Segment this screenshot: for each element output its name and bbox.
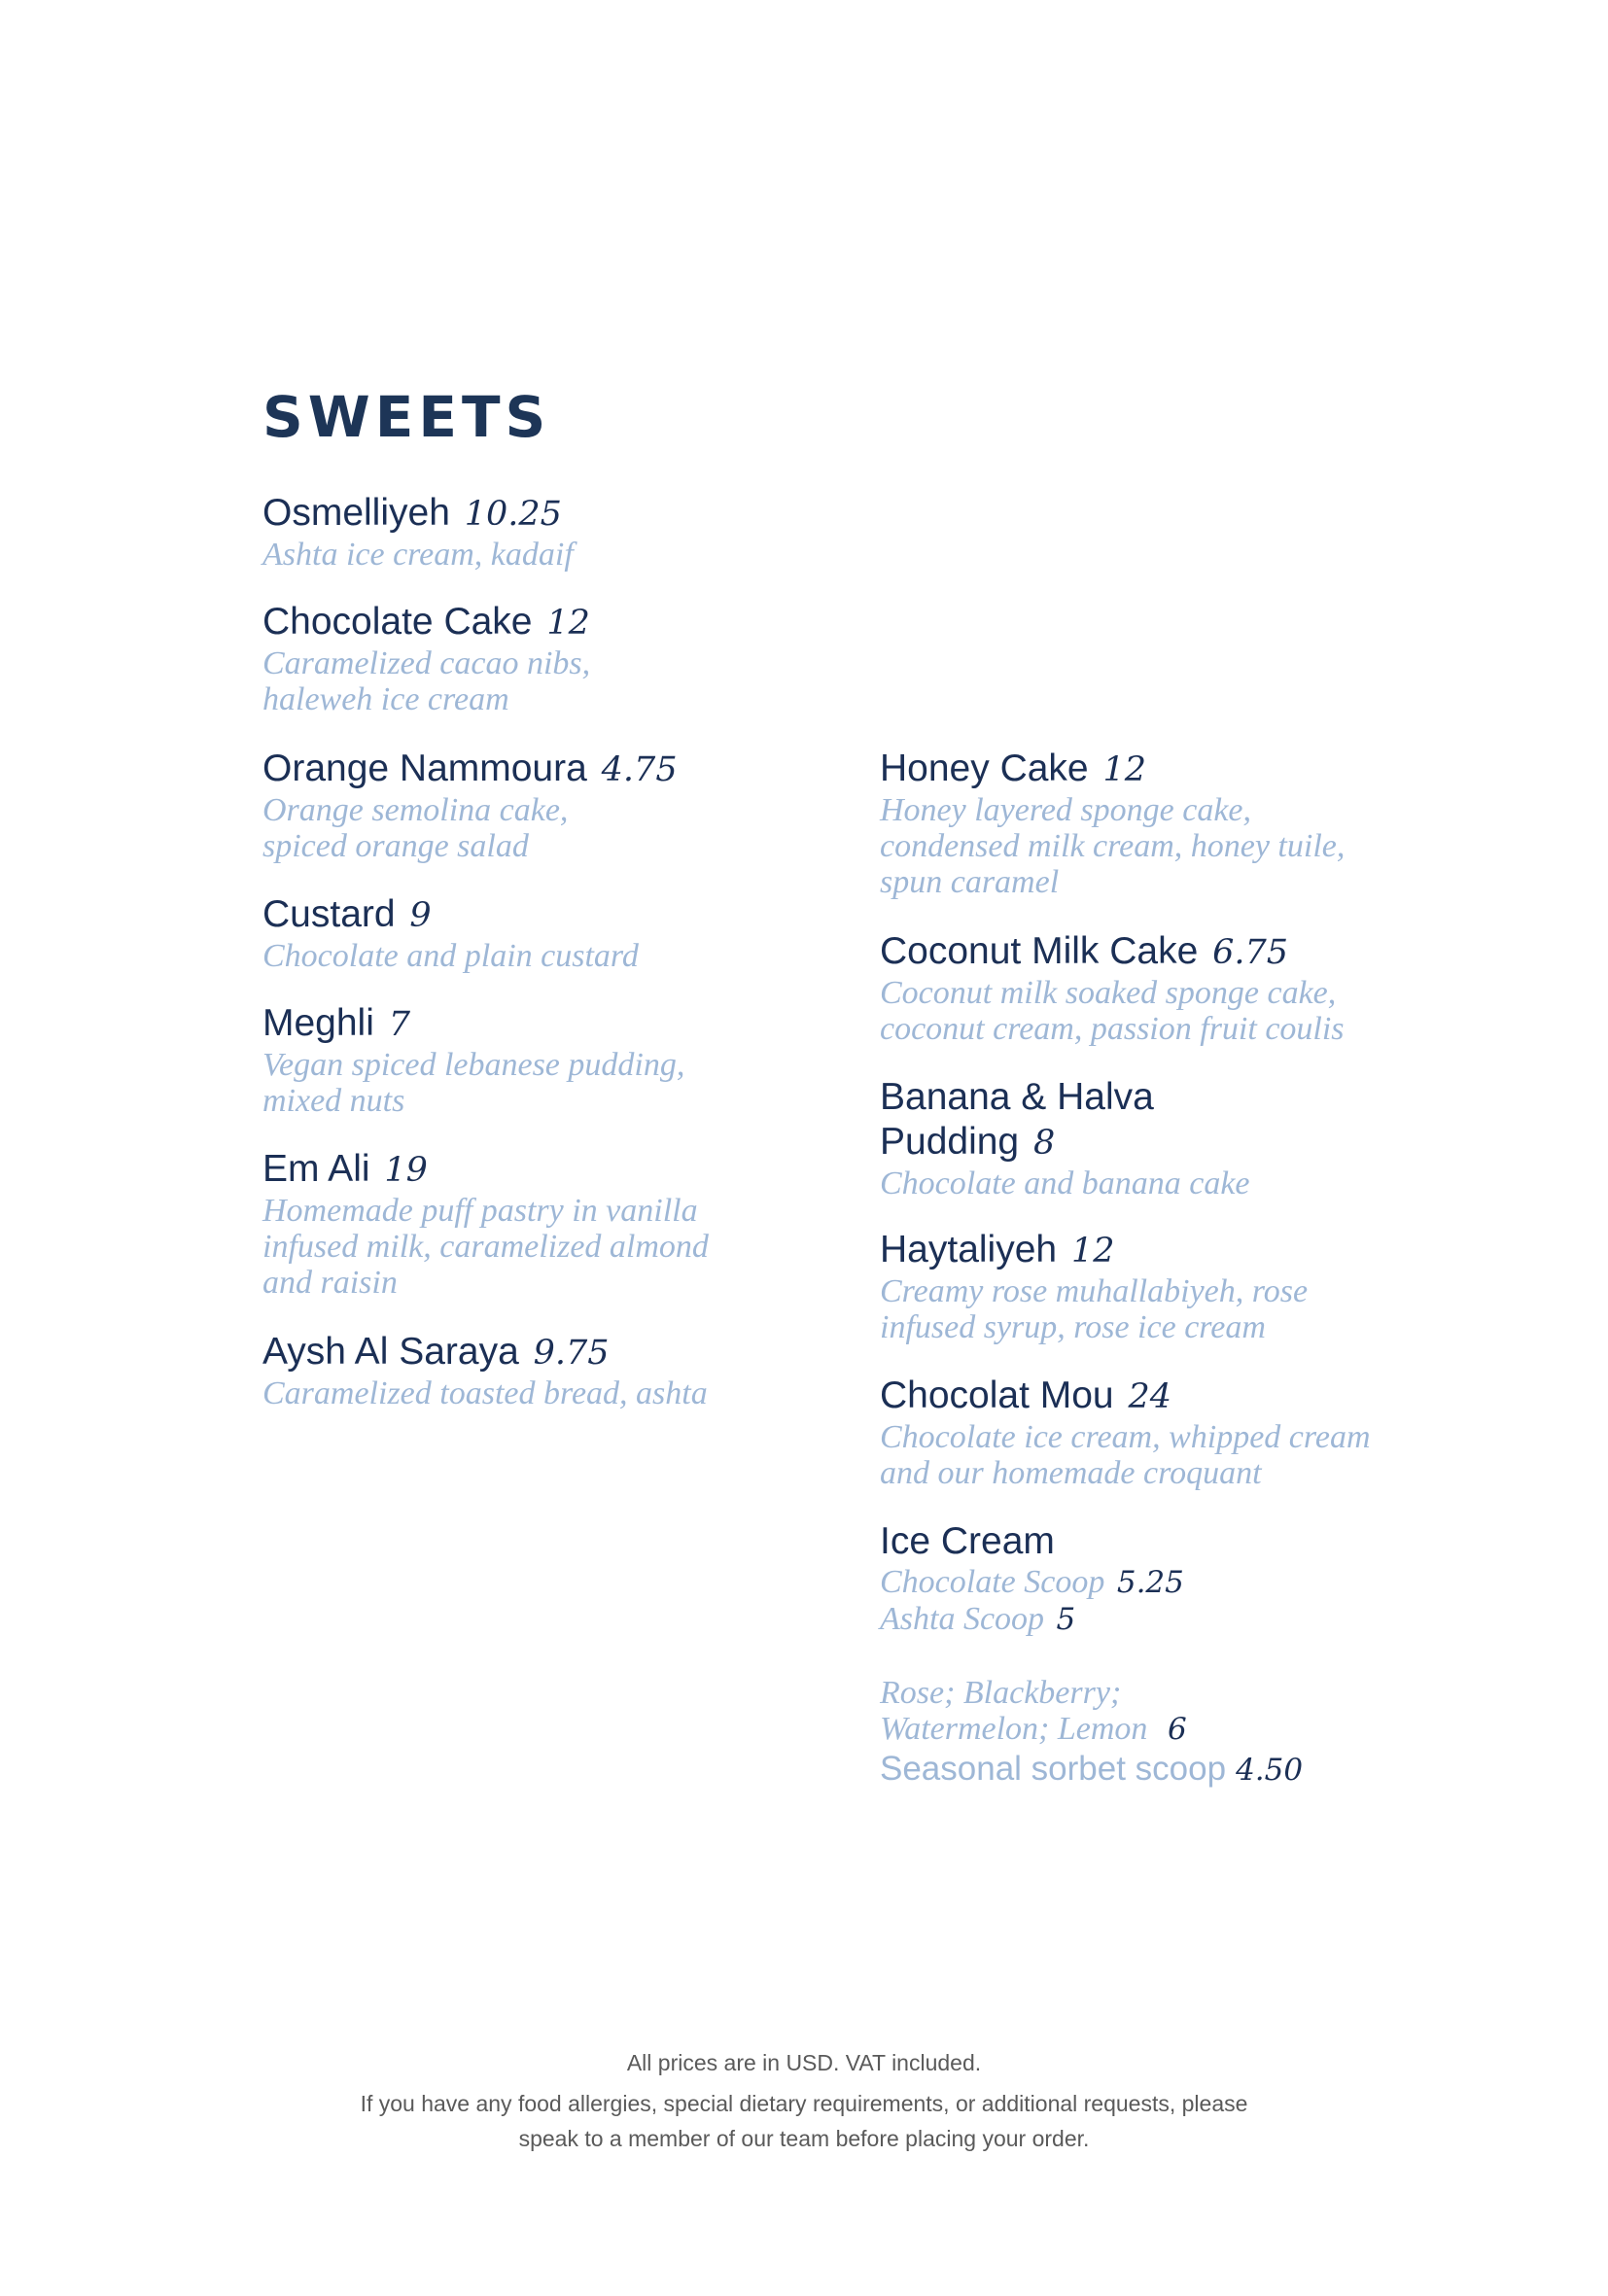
- item-price: 8: [1032, 1124, 1056, 1163]
- sorbet-flavors: [880, 1675, 1424, 1748]
- allergy-line: speak to a member of our team before placing your order.: [518, 2126, 1090, 2151]
- item-description: [262, 1193, 846, 1301]
- scoop-label: Ashta Scoop: [880, 1601, 1045, 1637]
- description-line: and raisin: [262, 1265, 398, 1301]
- item-description: [880, 1165, 1424, 1201]
- item-description: [880, 1564, 1424, 1638]
- description-line: spun caramel: [880, 864, 1060, 900]
- ice-cream-item: [880, 1519, 1424, 1792]
- item-price: 9.75: [533, 1334, 610, 1373]
- item-name: [262, 1147, 846, 1193]
- item-title: Honey Cake: [880, 748, 1089, 789]
- menu-item: [262, 491, 846, 573]
- menu-item: [262, 747, 846, 864]
- item-name: [262, 491, 846, 537]
- description-line: Coconut milk soaked sponge cake,: [880, 975, 1337, 1011]
- flavors-label: Watermelon; Lemon: [880, 1711, 1148, 1747]
- item-title: Banana & Halva: [880, 1076, 1154, 1118]
- menu-item: [880, 747, 1424, 900]
- scoop-line: [880, 1601, 1424, 1638]
- description-line: Chocolate ice cream, whipped cream: [880, 1419, 1371, 1455]
- menu-item: [262, 1330, 846, 1411]
- description-line: condensed milk cream, honey tuile,: [880, 828, 1346, 864]
- item-name: [262, 1330, 846, 1375]
- item-name: [880, 1374, 1424, 1419]
- item-price: 12: [546, 604, 590, 643]
- item-name: [880, 747, 1424, 792]
- item-title: Custard: [262, 893, 396, 935]
- item-name: [262, 600, 846, 645]
- description-line: spiced orange salad: [262, 828, 529, 864]
- description-line: mixed nuts: [262, 1083, 405, 1119]
- item-description: [880, 975, 1424, 1047]
- sorbet-price: 4.50: [1236, 1753, 1304, 1788]
- item-description: [262, 645, 846, 717]
- item-description: [262, 938, 846, 974]
- item-price: 12: [1102, 750, 1147, 789]
- item-name: [262, 892, 846, 938]
- section-title: SWEETS: [262, 384, 551, 450]
- item-description: [262, 537, 846, 573]
- item-title: Orange Nammoura: [262, 748, 587, 789]
- item-description: [262, 1047, 846, 1119]
- item-name: [880, 929, 1424, 975]
- item-title: Aysh Al Saraya: [262, 1331, 519, 1373]
- description-line: Vegan spiced lebanese pudding,: [262, 1047, 685, 1083]
- scoop-line: [880, 1564, 1424, 1601]
- scoop-price: 5: [1056, 1602, 1076, 1637]
- item-title: Haytaliyeh: [880, 1229, 1058, 1270]
- item-name: [880, 1075, 1424, 1165]
- description-line: infused milk, caramelized almond: [262, 1229, 709, 1265]
- menu-item: [880, 1374, 1424, 1491]
- item-price: 7: [388, 1005, 411, 1044]
- footer-prices-note: All prices are in USD. VAT included.: [626, 2050, 982, 2075]
- item-name: [262, 1001, 846, 1047]
- item-title: Em Ali: [262, 1148, 370, 1190]
- footer-allergy-note: [0, 2086, 1608, 2156]
- flavors-price: 6: [1167, 1712, 1187, 1747]
- description-line: Chocolate and plain custard: [262, 938, 639, 974]
- description-line: Creamy rose muhallabiyeh, rose: [880, 1273, 1309, 1309]
- flavors-line: [880, 1711, 1424, 1748]
- scoop-price: 5.25: [1116, 1565, 1184, 1600]
- item-description: [880, 1273, 1424, 1345]
- menu-item: [262, 892, 846, 974]
- sorbet-line: [880, 1748, 1424, 1792]
- description-line: Orange semolina cake,: [262, 792, 569, 828]
- menu-item: [262, 1001, 846, 1119]
- item-price: 6.75: [1212, 933, 1289, 972]
- description-line: haleweh ice cream: [262, 681, 509, 717]
- description-line: Ashta ice cream, kadaif: [262, 537, 574, 573]
- allergy-line: If you have any food allergies, special dietary requirements, or additional requests, please: [360, 2091, 1248, 2116]
- description-line: Homemade puff pastry in vanilla: [262, 1193, 698, 1229]
- item-name: Ice Cream: [880, 1520, 1055, 1562]
- item-description: [262, 1375, 846, 1411]
- description-line: Caramelized toasted bread, ashta: [262, 1375, 708, 1411]
- sorbet-label: Seasonal sorbet scoop: [880, 1750, 1227, 1788]
- item-description: [880, 1419, 1424, 1491]
- item-title: Osmelliyeh: [262, 492, 450, 534]
- description-line: Chocolate and banana cake: [880, 1165, 1250, 1201]
- item-title: Chocolate Cake: [262, 601, 533, 643]
- item-price: 19: [384, 1151, 428, 1190]
- item-description: [880, 792, 1424, 900]
- item-title: Meghli: [262, 1002, 374, 1044]
- menu-item: [262, 600, 846, 717]
- item-price: 24: [1128, 1377, 1172, 1416]
- description-line: Caramelized cacao nibs,: [262, 645, 591, 681]
- item-price: 12: [1070, 1232, 1115, 1270]
- item-name: [880, 1228, 1424, 1273]
- item-price: 9: [409, 896, 432, 935]
- description-line: and our homemade croquant: [880, 1455, 1262, 1491]
- menu-item: [880, 1075, 1424, 1201]
- description-line: coconut cream, passion fruit coulis: [880, 1011, 1345, 1047]
- item-price: 10.25: [464, 495, 562, 534]
- description-line: Honey layered sponge cake,: [880, 792, 1252, 828]
- menu-item: [262, 1147, 846, 1301]
- item-price: 4.75: [601, 750, 678, 789]
- description-line: infused syrup, rose ice cream: [880, 1309, 1266, 1345]
- item-description: [262, 792, 846, 864]
- flavors-line: Rose; Blackberry;: [880, 1675, 1122, 1711]
- item-title: Pudding: [880, 1121, 1020, 1163]
- menu-item: [880, 929, 1424, 1047]
- item-name: [262, 747, 846, 792]
- item-title: Coconut Milk Cake: [880, 930, 1199, 972]
- scoop-label: Chocolate Scoop: [880, 1564, 1105, 1600]
- item-title: Chocolat Mou: [880, 1374, 1114, 1416]
- menu-item: [880, 1228, 1424, 1345]
